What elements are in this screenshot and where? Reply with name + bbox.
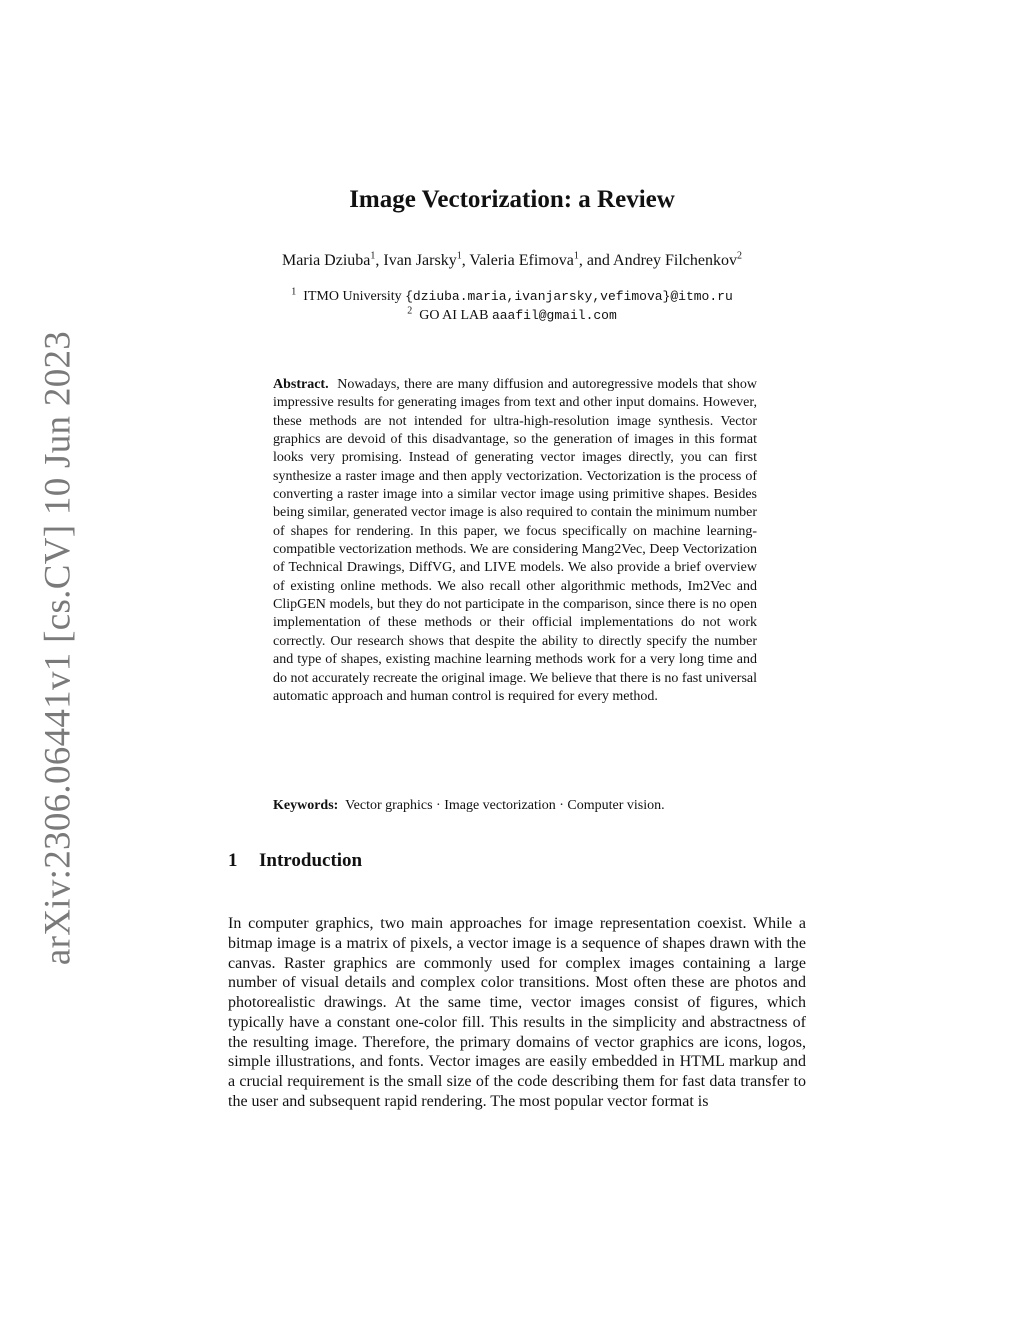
author-separator: ,	[375, 252, 384, 269]
affiliation-name: GO AI LAB	[419, 308, 489, 323]
author-affil-mark: 1	[573, 250, 579, 262]
section-heading-introduction	[228, 850, 362, 872]
author-name: Valeria Efimova	[469, 252, 574, 269]
affiliation-2	[0, 305, 1024, 324]
affiliation-email: {dziuba.maria,ivanjarsky,vefimova}@itmo.ru	[405, 289, 733, 304]
author-separator: ,	[461, 252, 470, 269]
abstract-paragraph	[273, 376, 757, 706]
keywords-line	[273, 797, 757, 815]
author-list	[0, 252, 1024, 270]
affiliation-1	[0, 286, 1024, 305]
affiliation-mark: 2	[407, 305, 413, 317]
section-title: Introduction	[259, 850, 363, 871]
section-number: 1	[228, 850, 238, 871]
introduction-paragraph: In computer graphics, two main approaches for image representation coexist. While a bitmap image is a matrix of pixels, a vector image is a sequence of shapes drawn with the canvas. Raster graphics are commonly used for complex images containing a large number of visual details and complex color transitions. Most often these are photos and photorealistic drawings. At the same time, vector images consist of figures, which typically have a constant one-color fill. This results in the simplicity and abstractness of the resulting image. Therefore, the primary domains of vector graphics are icons, logos, simple illustrations, and fonts. Vector images are easily embedded in HTML markup and a crucial requirement is the small size of the code describing them for fast data transfer to the user and subsequent rapid rendering. The most popular vector format is	[228, 915, 806, 1110]
arxiv-identifier-stamp: arXiv:2306.06441v1 [cs.CV] 10 Jun 2023	[37, 330, 79, 966]
keywords-text: Vector graphics · Image vectorization · Computer vision.	[345, 798, 665, 813]
abstract-text: Nowadays, there are many diffusion and autoregressive models that show impressive results for generating images from text and other input domains. However, these methods are not intended for ultra-high-resolution image synthesis. Vector graphics are devoid of this disadvantage, so the generation of images in this format looks very promising. Instead of generating vector images directly, you can first synthesize a raster image and then apply vectorization. Vectorization is the process of converting a raster image into a similar vector image using primitive shapes. Besides being similar, generated vector image is also required to contain the minimum number of shapes for rendering. In this paper, we focus specifically on machine learning-compatible vectorization methods. We are considering Mang2Vec, Deep Vectorization of Technical Drawings, DiffVG, and LIVE models. We also provide a brief overview of existing online methods. We also recall other algorithmic methods, Im2Vec and ClipGEN models, but they do not participate in the comparison, since there is no open implementation of these methods or their official implementations do not work correctly. Our research shows that despite the ability to directly specify the number and type of shapes, existing machine learning methods work for a very long time and do not accurately recreate the original image. We believe that there is no fast universal automatic approach and human control is required for every method.	[273, 377, 757, 704]
affiliation-mark: 1	[291, 286, 297, 298]
author-affil-mark: 2	[737, 250, 743, 262]
author-affil-mark: 1	[456, 250, 462, 262]
author-affil-mark: 1	[370, 250, 376, 262]
affiliation-email: aaafil@gmail.com	[491, 308, 617, 323]
author-name: Ivan Jarsky	[383, 252, 457, 269]
paper-title: Image Vectorization: a Review	[349, 186, 675, 213]
author-separator: , and	[578, 252, 614, 269]
affiliation-name: ITMO University	[303, 289, 402, 304]
abstract-label: Abstract.	[273, 377, 329, 392]
author-name: Maria Dziuba	[281, 252, 371, 269]
keywords-label: Keywords:	[273, 798, 339, 813]
author-name: Andrey Filchenkov	[613, 252, 738, 269]
